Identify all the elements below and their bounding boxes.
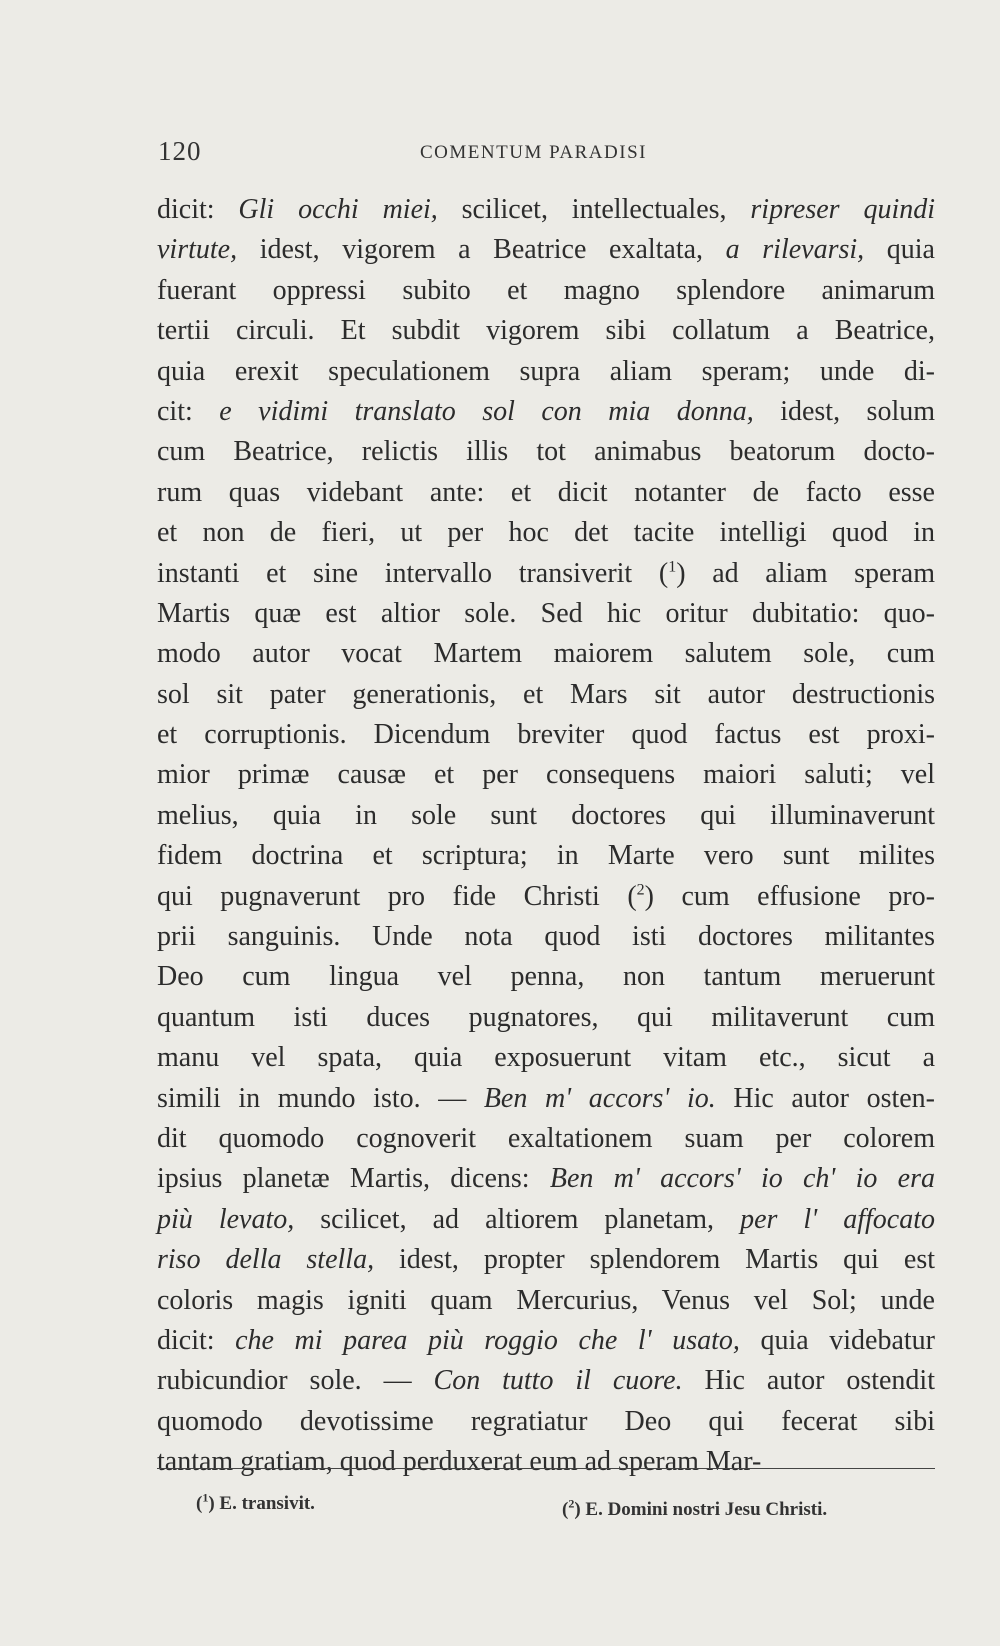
italic-quote: Ben m' accors' io. bbox=[483, 1082, 716, 1114]
footnote-1: ($^1$) E. transivit. bbox=[196, 1490, 315, 1514]
text-segment: Martis quæ est altior sole. Sed hic oritur dubitatio: quo- bbox=[157, 597, 935, 629]
italic-quote: riso della stella, bbox=[157, 1244, 375, 1276]
text-segment: idest, vigorem a Beatrice exaltata, bbox=[237, 234, 726, 266]
page-number: 120 bbox=[158, 136, 202, 166]
footnote-1-text: E. transivit. bbox=[219, 1493, 315, 1514]
text-segment: rum quas videbant ante: et dicit notanter de facto esse bbox=[157, 476, 935, 508]
text-segment: scilicet, ad altiorem planetam, bbox=[294, 1203, 741, 1235]
footnote-2: ($^2$) E. Domini nostri Jesu Christi. bbox=[562, 1496, 828, 1520]
text-segment: dicit: bbox=[157, 194, 239, 225]
text-segment: ) cum effusione pro- bbox=[644, 880, 936, 912]
italic-quote: più levato, bbox=[157, 1203, 295, 1235]
text-segment: Deo cum lingua vel penna, non tantum meruerunt bbox=[157, 961, 935, 993]
text-segment: idest, solum bbox=[753, 395, 936, 427]
text-line bbox=[157, 796, 935, 836]
text-line bbox=[157, 1159, 935, 1199]
footnote-2-mark: 2 bbox=[568, 1496, 575, 1511]
text-segment: fidem doctrina et scriptura; in Marte vero sunt milites bbox=[157, 840, 935, 872]
text-segment: melius, quia in sole sunt doctores qui illuminaverunt bbox=[157, 799, 935, 831]
text-segment: cum Beatrice, relictis illis tot animabus beatorum docto- bbox=[157, 436, 935, 468]
text-segment: ) ad aliam speram bbox=[676, 557, 935, 589]
text-line bbox=[157, 998, 935, 1038]
text-segment: tantam gratiam, quod perduxerat eum ad speram Mar- bbox=[157, 1446, 762, 1478]
text-line bbox=[157, 554, 935, 594]
text-line bbox=[157, 352, 935, 392]
text-segment: dit quomodo cognoverit exaltationem suam per colorem bbox=[157, 1122, 935, 1154]
text-line bbox=[157, 432, 935, 472]
text-segment: dicit: bbox=[157, 1324, 236, 1356]
italic-quote: Con tutto il cuore. bbox=[433, 1365, 683, 1397]
text-line bbox=[157, 271, 935, 311]
text-segment: qui pugnaverunt pro fide Christi ( bbox=[157, 880, 637, 912]
text-segment: simili in mundo isto. — bbox=[157, 1082, 484, 1114]
text-line bbox=[157, 1240, 935, 1280]
text-segment: instanti et sine intervallo transiverit ( bbox=[157, 557, 669, 589]
text-line bbox=[157, 473, 935, 513]
text-line bbox=[157, 1402, 935, 1442]
text-line bbox=[157, 1038, 935, 1078]
text-line bbox=[157, 392, 935, 432]
italic-quote: per l' affocato bbox=[740, 1203, 935, 1235]
text-segment: prii sanguinis. Unde nota quod isti doctores militantes bbox=[157, 921, 935, 953]
text-line bbox=[157, 1321, 935, 1361]
italic-quote: ripreser quindi bbox=[750, 194, 935, 225]
text-line bbox=[157, 1079, 935, 1119]
text-segment: Hic autor ostendit bbox=[682, 1365, 935, 1397]
text-segment: quia videbatur bbox=[739, 1324, 935, 1356]
text-segment: coloris magis igniti quam Mercurius, Venus vel Sol; unde bbox=[157, 1284, 935, 1316]
text-segment: manu vel spata, quia exposuerunt vitam etc., sicut a bbox=[157, 1042, 935, 1074]
text-line bbox=[157, 311, 935, 351]
text-segment: tertii circuli. Et subdit vigorem sibi collatum a Beatrice, bbox=[157, 315, 935, 347]
footnotes bbox=[196, 1490, 936, 1527]
running-title: COMENTUM PARADISI bbox=[420, 142, 647, 163]
text-segment: quantum isti duces pugnatores, qui militaverunt cum bbox=[157, 1001, 935, 1033]
text-line bbox=[157, 836, 935, 876]
text-segment: et non de fieri, ut per hoc det tacite intelligi quod in bbox=[157, 517, 935, 549]
italic-quote: Ben m' accors' io ch' io era bbox=[549, 1163, 935, 1195]
text-line bbox=[157, 594, 935, 634]
text-line bbox=[157, 675, 935, 715]
text-line bbox=[157, 755, 935, 795]
text-line bbox=[157, 634, 935, 674]
text-line bbox=[157, 190, 935, 230]
text-line bbox=[157, 715, 935, 755]
italic-quote: e vidimi translato sol con mia donna, bbox=[219, 395, 754, 427]
text-segment: idest, propter splendorem Martis qui est bbox=[374, 1244, 935, 1276]
text-segment: rubicundior sole. — bbox=[157, 1365, 434, 1397]
text-segment: ipsius planetæ Martis, dicens: bbox=[157, 1163, 550, 1195]
footnote-reference: 1 bbox=[668, 558, 677, 576]
text-segment: et corruptionis. Dicendum breviter quod factus est proxi- bbox=[157, 719, 935, 751]
text-line bbox=[157, 1281, 935, 1321]
text-line bbox=[157, 1361, 935, 1401]
italic-quote: che mi parea più roggio che l' usato, bbox=[235, 1324, 740, 1356]
text-line bbox=[157, 1442, 935, 1482]
text-line bbox=[157, 957, 935, 997]
text-line bbox=[157, 1200, 935, 1240]
footnote-1-mark: 1 bbox=[202, 1490, 209, 1505]
text-line bbox=[157, 513, 935, 553]
text-segment: fuerant oppressi subito et magno splendore animarum bbox=[157, 274, 935, 306]
text-line bbox=[157, 1119, 935, 1159]
text-segment: Hic autor osten- bbox=[715, 1082, 935, 1114]
page-header bbox=[158, 136, 938, 168]
text-line bbox=[157, 877, 935, 917]
text-line bbox=[157, 917, 935, 957]
text-segment: sol sit pater generationis, et Mars sit autor destructionis bbox=[157, 678, 935, 710]
footnote-reference: 2 bbox=[636, 881, 645, 899]
footnote-rule bbox=[157, 1468, 935, 1469]
italic-quote: Gli occhi miei, bbox=[238, 194, 438, 225]
text-line bbox=[157, 230, 935, 270]
footnote-2-text: E. Domini nostri Jesu Christi. bbox=[585, 1499, 828, 1520]
italic-quote: a rilevarsi, bbox=[725, 234, 865, 266]
text-segment: quia erexit speculationem supra aliam speram; unde di- bbox=[157, 355, 935, 387]
text-segment: quomodo devotissime regratiatur Deo qui fecerat sibi bbox=[157, 1405, 935, 1437]
text-segment: scilicet, intellectuales, bbox=[437, 194, 751, 225]
text-segment: mior primæ causæ et per consequens maiori saluti; vel bbox=[157, 759, 935, 791]
text-segment: modo autor vocat Martem maiorem salutem sole, cum bbox=[157, 638, 935, 670]
text-segment: quia bbox=[864, 234, 935, 266]
body-text bbox=[157, 190, 935, 1483]
text-segment: cit: bbox=[157, 395, 220, 427]
italic-quote: virtute, bbox=[157, 234, 238, 266]
